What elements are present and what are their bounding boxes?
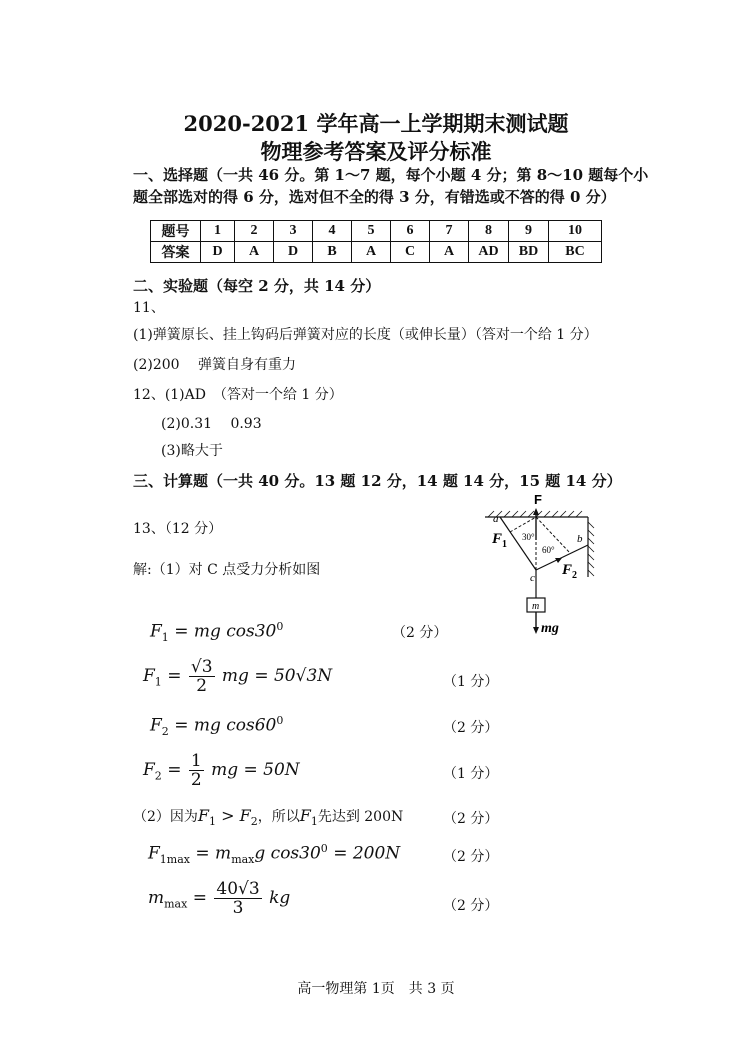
answer-table	[150, 220, 602, 263]
equation-4: $F_2$ = $\frac{1}{2}$ mg = 50N	[143, 751, 300, 790]
label-f1-sub: 1	[502, 539, 507, 550]
section1-heading-line2: 题全部选对的得 6 分，选对但不全的得 3 分，有错选或不答的得 0 分）	[133, 188, 616, 206]
q13-label: 13、（12 分）	[133, 521, 223, 537]
page-subtitle: 物理参考答案及评分标准	[260, 139, 492, 164]
equation-4-score: （1 分）	[443, 766, 499, 782]
label-f: F	[534, 492, 542, 507]
answer-cell: D	[274, 242, 313, 263]
number-cell: 1	[201, 221, 235, 242]
answer-cell: C	[391, 242, 430, 263]
equation-7-score: （2 分）	[443, 898, 499, 914]
equation-6-score: （2 分）	[443, 849, 499, 865]
section1-heading-line1: 一、选择题（一共 46 分。第 1～7 题，每个小题 4 分；第 8～10 题每个小	[133, 166, 649, 184]
section3-heading: 三、计算题（一共 40 分。13 题 12 分，14 题 14 分，15 题 14 分）	[133, 472, 622, 490]
label-30: 30°	[522, 532, 535, 542]
label-m: m	[532, 601, 540, 612]
q12-answer-1: 12、(1)AD （答对一个给 1 分）	[133, 387, 343, 403]
equation-7: $m_{max}$ = $\frac{40√3}{3}$ kg	[148, 879, 291, 918]
equation-1: $F_1$ = mg $\cos 30^0$	[150, 620, 284, 645]
page-title: 2020-2021 学年高一上学期期末测试题	[183, 111, 569, 136]
number-cell: 8	[469, 221, 509, 242]
label-f2-sub: 2	[572, 570, 577, 581]
equation-1-score: （2 分）	[392, 625, 448, 641]
number-cell: 6	[391, 221, 430, 242]
label-a: a	[493, 513, 499, 525]
label-c: c	[530, 572, 535, 584]
equation-6: $F_{1max} = m_{max}g$ $\cos 30^0 = 200N$	[148, 842, 401, 867]
answer-cell: A	[235, 242, 274, 263]
parallel-dashed-1	[510, 517, 536, 532]
number-cell: 9	[509, 221, 549, 242]
number-cell: 4	[313, 221, 352, 242]
q11-label: 11、	[133, 300, 165, 316]
number-cell: 7	[430, 221, 469, 242]
fraction: $\frac{1}{2}$	[190, 751, 202, 790]
force-diagram	[470, 490, 605, 640]
q12-answer-3: (3)略大于	[161, 443, 223, 459]
number-cell: 5	[352, 221, 391, 242]
equation-2: $F_1$ = $\frac{√3}{2}$ mg = 50√3N	[143, 657, 333, 696]
label-b: b	[577, 533, 583, 545]
answer-cell: A	[352, 242, 391, 263]
answer-cell: BD	[509, 242, 549, 263]
header-label-cell: 题号	[151, 221, 201, 242]
q12-answer-2: (2)0.31 0.93	[161, 416, 262, 432]
weight-arrowhead	[533, 627, 539, 634]
number-cell: 2	[235, 221, 274, 242]
answer-cell: D	[201, 242, 235, 263]
label-f1: F	[492, 531, 503, 547]
fraction: $\frac{40√3}{3}$	[216, 879, 260, 918]
label-f2: F	[562, 562, 573, 578]
answer-cell: AD	[469, 242, 509, 263]
q11-answer-1: (1)弹簧原长、挂上钩码后弹簧对应的长度（或伸长量）（答对一个给 1 分）	[133, 327, 598, 343]
answer-cell: BC	[549, 242, 602, 263]
answer-cell: A	[430, 242, 469, 263]
answer-cell: B	[313, 242, 352, 263]
number-cell: 10	[549, 221, 602, 242]
answer-label-cell: 答案	[151, 242, 201, 263]
fraction: $\frac{√3}{2}$	[190, 657, 213, 696]
page-footer: 高一物理第 1页 共 3 页	[297, 981, 455, 997]
label-mg: mg	[541, 621, 559, 636]
equation-2-score: （1 分）	[443, 674, 499, 690]
label-60: 60°	[542, 545, 555, 555]
equation-3: $F_2$ = mg $\cos 60^0$	[150, 714, 284, 739]
number-cell: 3	[274, 221, 313, 242]
answer-table-number-row	[151, 221, 602, 242]
q11-answer-2: (2)200 弹簧自身有重力	[133, 357, 297, 373]
part2-statement: （2）因为$F_1 > F_2$，所以$F_1$先达到 200N	[133, 806, 404, 829]
answer-table-answer-row	[151, 242, 602, 263]
section2-heading: 二、实验题（每空 2 分，共 14 分）	[133, 277, 381, 295]
equation-3-score: （2 分）	[443, 720, 499, 736]
q13-solution-intro: 解:（1）对 C 点受力分析如图	[133, 562, 321, 578]
equation-5-score: （2 分）	[443, 811, 499, 827]
wall-hatching	[588, 522, 594, 576]
